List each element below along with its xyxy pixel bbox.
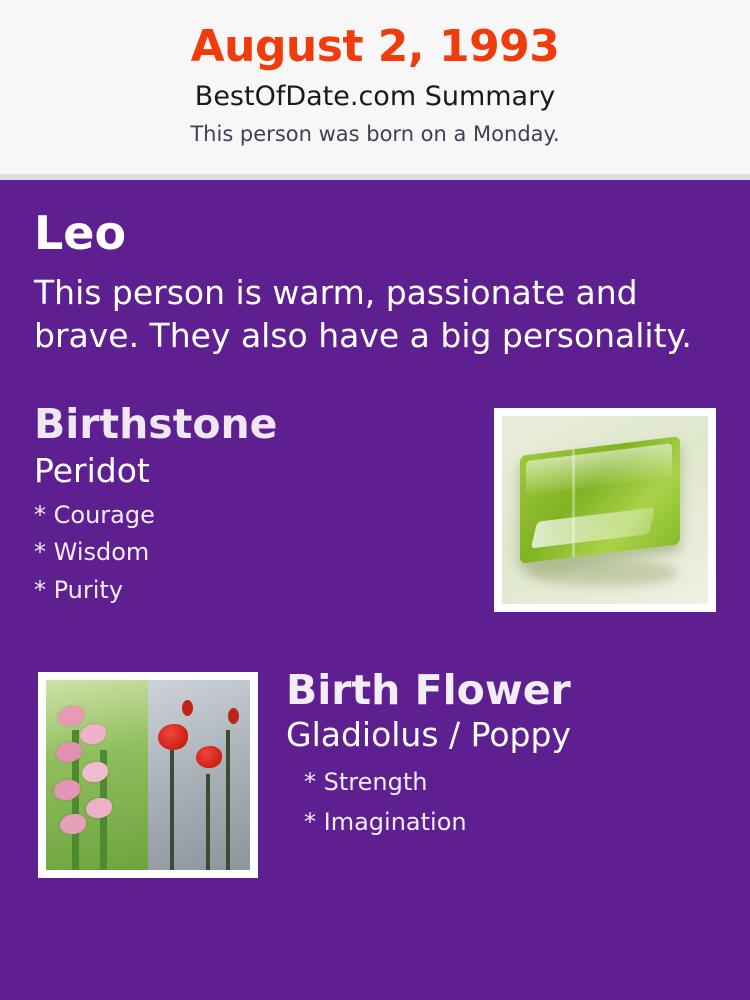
poppy-stem bbox=[206, 774, 210, 870]
birthstone-trait: * Purity bbox=[34, 575, 124, 604]
summary-body bbox=[0, 180, 750, 994]
birth-flower-trait: * Imagination bbox=[304, 808, 467, 837]
poppy-flower-icon bbox=[158, 724, 188, 750]
birthstone-heading: Birthstone bbox=[34, 400, 278, 449]
birthstone-trait: * Wisdom bbox=[34, 538, 150, 567]
flower-photo-inner bbox=[46, 680, 250, 870]
poppy-bud bbox=[228, 708, 239, 724]
gladiolus-petal bbox=[80, 724, 106, 744]
birth-flower-name: Gladiolus / Poppy bbox=[286, 715, 571, 755]
gladiolus-photo-half bbox=[46, 680, 148, 870]
gladiolus-petal bbox=[86, 798, 112, 818]
zodiac-section bbox=[34, 208, 716, 358]
birth-flower-text bbox=[286, 668, 716, 835]
page-title: August 2, 1993 bbox=[190, 21, 560, 72]
poppy-stem bbox=[170, 750, 174, 870]
birth-weekday-note: This person was born on a Monday. bbox=[190, 121, 560, 146]
peridot-gemstone-photo bbox=[494, 408, 716, 612]
summary-header bbox=[0, 0, 750, 180]
birth-flower-heading: Birth Flower bbox=[286, 666, 571, 715]
birth-flower-section bbox=[34, 668, 716, 883]
poppy-stem bbox=[226, 730, 230, 870]
gem-shadow bbox=[528, 560, 678, 586]
poppy-flower-icon bbox=[196, 746, 222, 768]
birthstone-trait: * Courage bbox=[34, 501, 155, 530]
gem-facet bbox=[531, 508, 655, 549]
zodiac-description: This person is warm, passionate and brave. They also have a big personality. bbox=[34, 272, 692, 356]
birth-flower-trait: * Strength bbox=[304, 768, 428, 797]
site-summary-label: BestOfDate.com Summary bbox=[194, 80, 556, 112]
poppy-bud bbox=[182, 700, 193, 716]
peridot-photo-inner bbox=[502, 416, 708, 604]
birthstone-section bbox=[34, 402, 716, 632]
poppy-photo-half bbox=[148, 680, 250, 870]
birthstone-name: Peridot bbox=[34, 451, 150, 491]
gladiolus-petal bbox=[60, 814, 86, 834]
gem-icon bbox=[520, 437, 680, 565]
gladiolus-and-poppy-photo bbox=[38, 672, 258, 878]
zodiac-sign-name: Leo bbox=[34, 206, 127, 260]
birth-flower-traits bbox=[286, 769, 716, 836]
gladiolus-petal bbox=[58, 706, 84, 726]
